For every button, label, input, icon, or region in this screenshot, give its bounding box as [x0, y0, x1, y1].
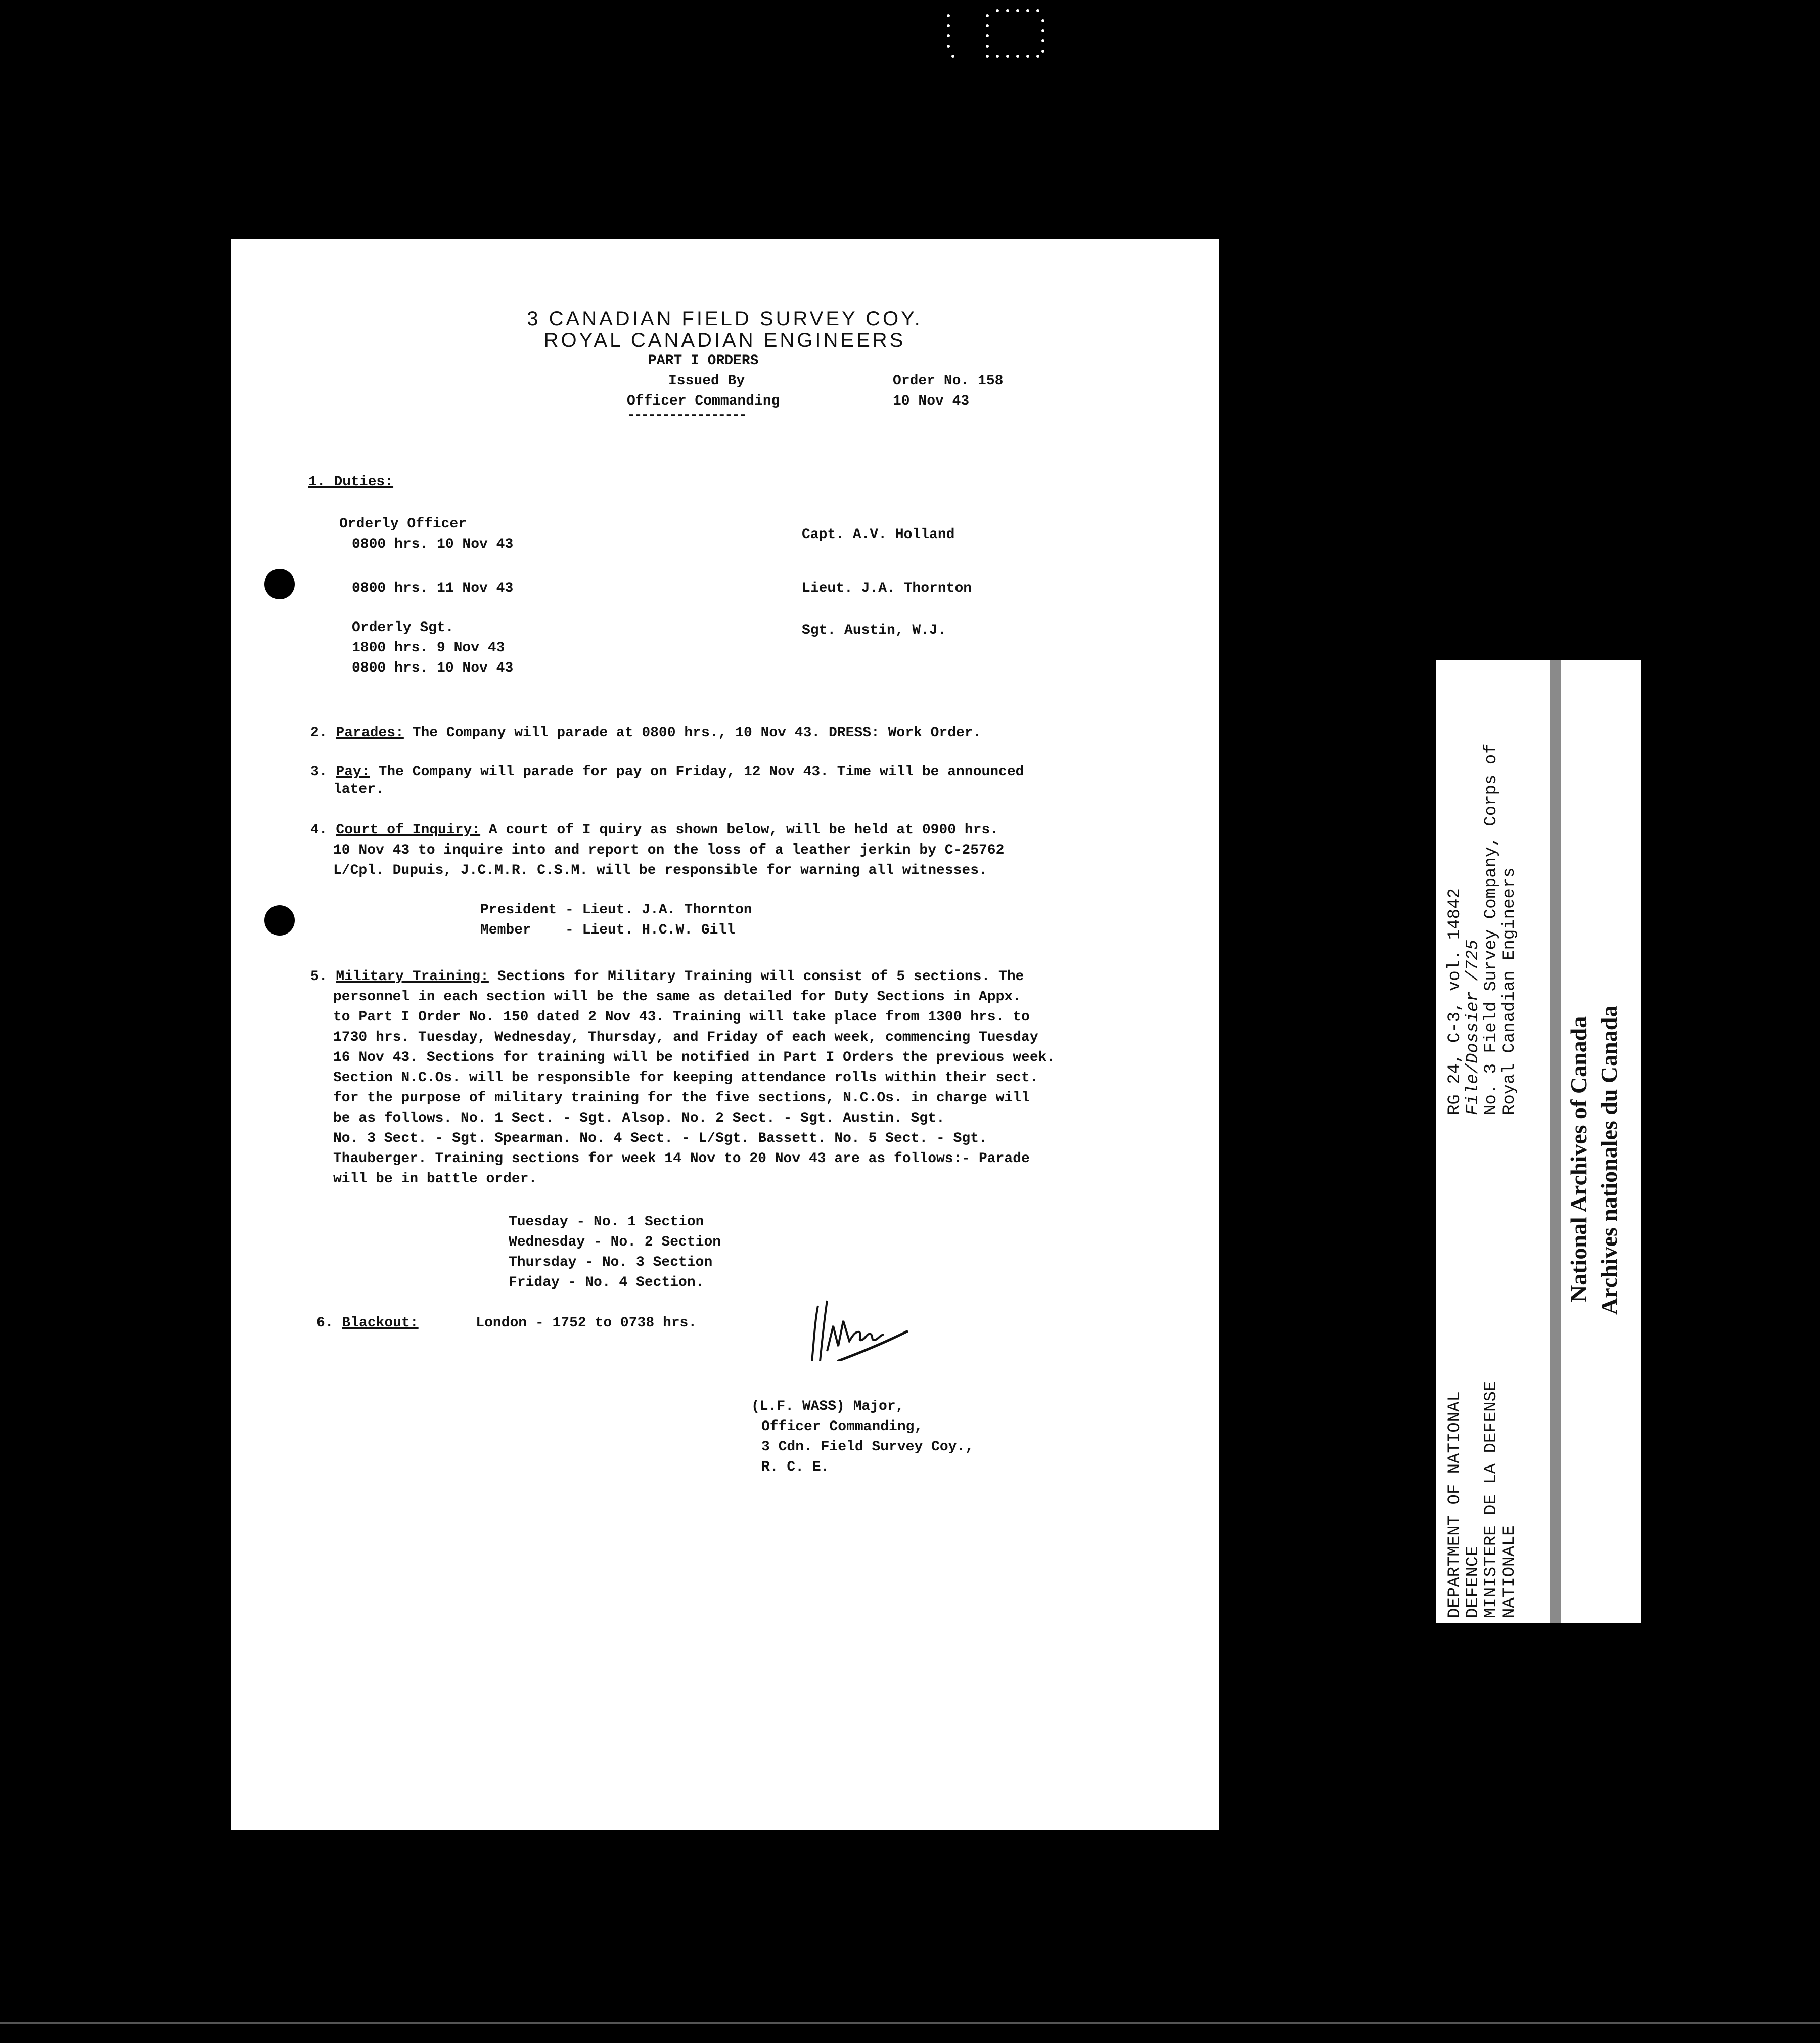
inquiry-member: Member - Lieut. H.C.W. Gill: [480, 922, 736, 938]
archive-label-divider: [1550, 660, 1561, 1623]
handwritten-signature: [807, 1291, 908, 1361]
scanner-dot: [1036, 55, 1039, 58]
scanner-dot: [1016, 55, 1019, 58]
label-file: File/Dossier /725: [1464, 940, 1483, 1115]
schedule-tuesday: Tuesday - No. 1 Section: [509, 1214, 704, 1230]
training-line: for the purpose of military training for the five sections, N.C.Os. in charge will: [333, 1090, 1030, 1106]
scanner-dot: [986, 45, 989, 48]
scanner-dot: [947, 14, 950, 17]
signatory-corps: R. C. E.: [761, 1459, 830, 1475]
scanner-dot: [986, 24, 989, 27]
training-number: 5.: [310, 969, 328, 985]
scanner-dot: [1041, 39, 1044, 42]
inquiry-president: President - Lieut. J.A. Thornton: [480, 902, 752, 918]
scanner-dot: [947, 34, 950, 37]
scanner-dot: [1006, 55, 1009, 58]
signatory-unit: 3 Cdn. Field Survey Coy.,: [761, 1439, 974, 1455]
training-line: will be in battle order.: [333, 1171, 537, 1187]
training-line: to Part I Order No. 150 dated 2 Nov 43. Training will take place from 1300 hrs. to: [333, 1009, 1030, 1025]
orderly-sgt-label: Orderly Sgt.: [352, 620, 454, 636]
training-body: [333, 987, 1193, 1189]
orderly-officer-name: Capt. A.V. Holland: [802, 527, 955, 543]
parades-number: 2.: [310, 725, 328, 741]
scanner-dot: [986, 14, 989, 17]
scanner-dot: [1026, 9, 1029, 12]
scanner-dot: [1036, 9, 1039, 12]
pay-line-2: later.: [333, 782, 384, 797]
punch-hole: [264, 905, 295, 936]
part-title: PART I ORDERS: [648, 353, 759, 369]
scanner-marks: [945, 4, 1082, 65]
blackout-number: 6.: [316, 1315, 334, 1331]
scanner-dot: [951, 55, 954, 58]
training-line: 16 Nov 43. Sections for training will be notified in Part I Orders the previous week.: [333, 1050, 1056, 1065]
scanner-dot: [1026, 55, 1029, 58]
label-ministry-line-2: NATIONALE: [1500, 1525, 1519, 1618]
label-unit-line-2: Royal Canadian Engineers: [1500, 867, 1519, 1115]
officer-commanding-title: Officer Commanding: [627, 393, 780, 409]
issued-by: Issued By: [668, 373, 745, 389]
parades-heading: Parades:: [336, 725, 404, 741]
orderly-officer-name-2: Lieut. J.A. Thornton: [802, 581, 972, 596]
training-line: be as follows. No. 1 Sect. - Sgt. Alsop. No. 2 Sect. - Sgt. Austin. Sgt.: [333, 1111, 945, 1126]
punch-hole: [264, 569, 295, 599]
scanner-dot: [1006, 9, 1009, 12]
orderly-officer-label: Orderly Officer: [339, 516, 467, 532]
orderly-sgt-time-2: 0800 hrs. 10 Nov 43: [352, 660, 514, 676]
document-page: [231, 239, 1219, 1830]
label-ministry-line-1: MINISTERE DE LA DEFENSE: [1482, 1381, 1501, 1618]
label-record-group: RG 24, C-3, vol. 14842: [1445, 888, 1465, 1115]
scanner-dot: [1016, 9, 1019, 12]
blackout-paragraph: [316, 1313, 697, 1334]
scanner-dot: [1041, 19, 1044, 22]
inquiry-heading: Court of Inquiry:: [336, 822, 481, 838]
inquiry-line-3: L/Cpl. Dupuis, J.C.M.R. C.S.M. will be responsible for warning all witnesses.: [333, 863, 987, 878]
training-line: No. 3 Sect. - Sgt. Spearman. No. 4 Sect. - L/Sgt. Bassett. No. 5 Sect. - Sgt.: [333, 1131, 987, 1146]
schedule-friday: Friday - No. 4 Section.: [509, 1275, 704, 1291]
training-text-1: Sections for Military Training will consist of 5 sections. The: [497, 969, 1024, 985]
scanner-dot: [1041, 29, 1044, 32]
letterhead-unit: 3 CANADIAN FIELD SURVEY COY.: [527, 307, 923, 330]
orderly-sgt-name: Sgt. Austin, W.J.: [802, 623, 946, 638]
inquiry-line-1: [310, 820, 998, 840]
scanner-dot: [986, 55, 989, 58]
inquiry-text: A court of I quiry as shown below, will be held at 0900 hrs.: [488, 822, 999, 838]
signatory-title: Officer Commanding,: [761, 1419, 923, 1435]
schedule-thursday: Thursday - No. 3 Section: [509, 1255, 713, 1270]
signatory-name: (L.F. WASS) Major,: [751, 1399, 904, 1414]
pay-line-1: [310, 762, 1024, 782]
scanner-dot: [947, 45, 950, 48]
order-number: Order No. 158: [893, 373, 1004, 389]
scanner-dot: [996, 9, 999, 12]
training-line: personnel in each section will be the same as detailed for Duty Sections in Appx.: [333, 989, 1022, 1005]
scanner-dot: [996, 55, 999, 58]
label-unit-line-1: No. 3 Field Survey Company, Corps of: [1482, 743, 1501, 1115]
training-line: Thauberger. Training sections for week 14 Nov to 20 Nov 43 are as follows:- Parade: [333, 1151, 1030, 1167]
training-line-1: [310, 967, 1024, 987]
scan-edge-line: [0, 2022, 1820, 2024]
duties-heading: 1. Duties:: [308, 474, 394, 490]
training-line: Section N.C.Os. will be responsible for keeping attendance rolls within their sect.: [333, 1070, 1038, 1086]
scanner-dot: [947, 24, 950, 27]
inquiry-number: 4.: [310, 822, 328, 838]
inquiry-line-2: 10 Nov 43 to inquire into and report on the loss of a leather jerkin by C-25762: [333, 842, 1005, 858]
training-heading: Military Training:: [336, 969, 489, 985]
pay-heading: Pay:: [336, 764, 370, 780]
blackout-heading: Blackout:: [342, 1315, 419, 1331]
label-archives-french: Archives nationales du Canada: [1596, 1005, 1622, 1315]
parades-text: The Company will parade at 0800 hrs., 10 Nov 43. DRESS: Work Order.: [412, 725, 982, 741]
pay-text: The Company will parade for pay on Friday, 12 Nov 43. Time will be announced: [378, 764, 1024, 780]
archive-label: [1436, 660, 1638, 1623]
pay-number: 3.: [310, 764, 328, 780]
label-dept-line-1: DEPARTMENT OF NATIONAL: [1445, 1391, 1465, 1618]
orderly-officer-time: 0800 hrs. 10 Nov 43: [352, 537, 514, 552]
orderly-sgt-time-1: 1800 hrs. 9 Nov 43: [352, 640, 505, 656]
training-line: 1730 hrs. Tuesday, Wednesday, Thursday, and Friday of each week, commencing Tuesday: [333, 1030, 1038, 1045]
header-rule: -----------------: [627, 408, 746, 423]
scanner-dot: [986, 34, 989, 37]
blackout-text: London - 1752 to 0738 hrs.: [476, 1315, 697, 1331]
parades-paragraph: [310, 723, 981, 743]
orderly-officer-time-2: 0800 hrs. 11 Nov 43: [352, 581, 514, 596]
letterhead-corps: ROYAL CANADIAN ENGINEERS: [543, 329, 906, 351]
schedule-wednesday: Wednesday - No. 2 Section: [509, 1234, 721, 1250]
label-archives-english: National Archives of Canada: [1566, 1016, 1591, 1302]
label-dept-line-2: DEFENCE: [1464, 1546, 1483, 1618]
scanner-dot: [1041, 50, 1044, 53]
order-date: 10 Nov 43: [893, 393, 970, 409]
